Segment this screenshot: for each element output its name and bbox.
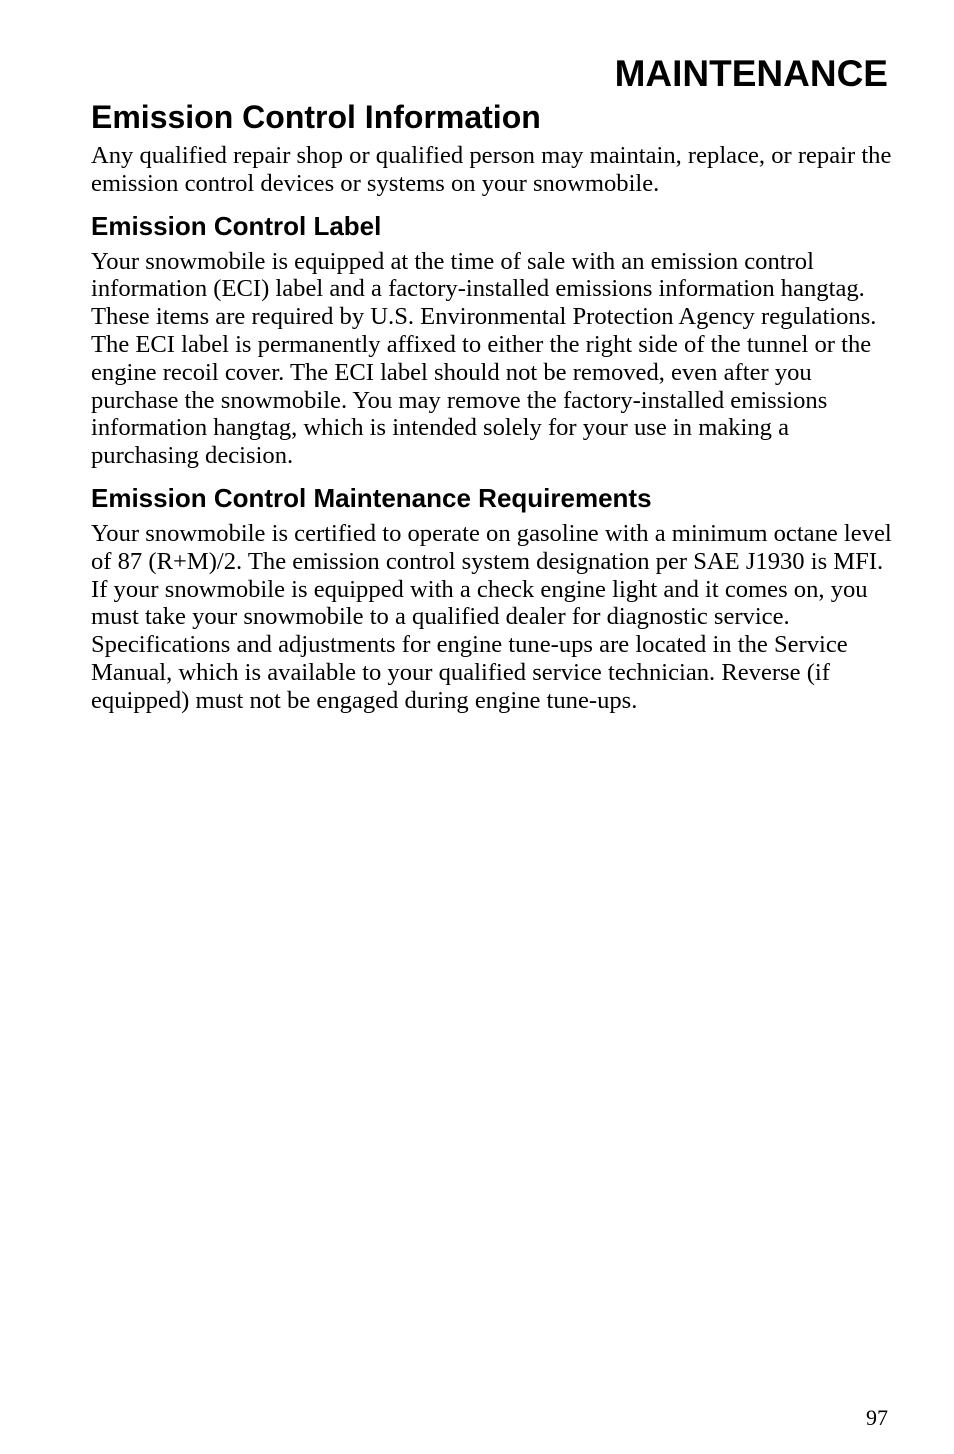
- main-content: [91, 96, 901, 715]
- section-body-label: Your snowmobile is equipped at the time of sale with an emission control information (ECI) label and a factory-installed emissions information hangtag. These items are required by U.S. Environmental Protection Agency regulations. The ECI label is permanently affixed to either the right side of the tunnel or the engine recoil cover. The ECI label should not be removed, even after you purchase the snowmobile. You may remove the factory-installed emissions information hangtag, which is intended solely for your use in making a purchasing decision.: [91, 247, 877, 470]
- section-heading-label: Emission Control Label: [91, 210, 382, 241]
- page-number: 97: [866, 1405, 888, 1430]
- page-title: Emission Control Information: [91, 99, 541, 135]
- section-body-maintenance: Your snowmobile is certified to operate on gasoline with a minimum octane level of 87 (R+M)/2. The emission control system designation per SAE J1930 is MFI. If your snowmobile is equipped with a check engine light and it comes on, you must take your snowmobile to a qualified dealer for diagnostic service. Specifications and adjustments for engine tune-ups are located in the Service Manual, which is available to your qualified service technician. Reverse (if equipped) must not be engaged during engine tune-ups.: [91, 519, 892, 714]
- section-heading-maintenance: Emission Control Maintenance Requirements: [91, 482, 652, 513]
- section-header: MAINTENANCE: [614, 53, 888, 94]
- intro-paragraph: Any qualified repair shop or qualified person may maintain, replace, or repair the emission control devices or systems on your snowmobile.: [91, 142, 892, 197]
